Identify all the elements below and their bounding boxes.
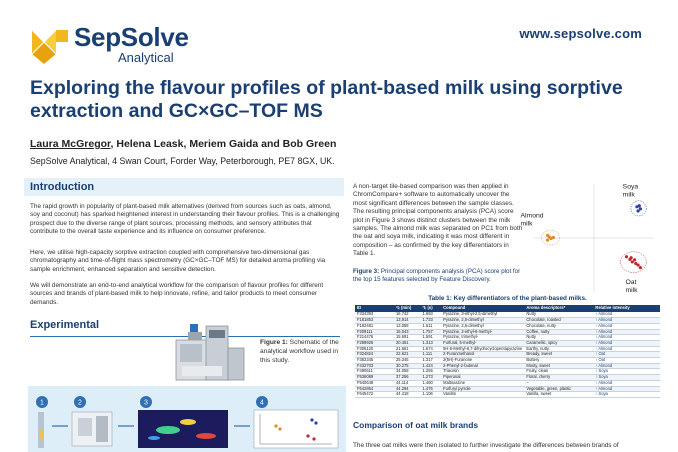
introduction-heading: Introduction: [30, 181, 95, 193]
table-cell-intensity: ↑ Almond: [593, 380, 660, 386]
author-list: [30, 138, 336, 150]
workflow-step-3-number: 3: [144, 399, 148, 407]
table-cell-id: F642864: [355, 386, 394, 392]
table-cell-1tr: 20.451: [394, 340, 420, 346]
website-url[interactable]: www.sepsolve.com: [519, 26, 642, 41]
table-cell-aroma: Caramellic, spicy: [524, 340, 593, 346]
oat-milk-point: [625, 255, 628, 258]
table-cell-2tr: 1.733: [421, 318, 442, 324]
table-cell-compound: 2(5H)-Furanone: [441, 358, 524, 364]
table-cell-id: F214476: [355, 335, 394, 341]
table-cell-2tr: 1.255: [421, 369, 442, 375]
pca-score-plot: [520, 178, 658, 296]
table-cell-intensity: ↑ Oat: [593, 352, 660, 358]
figure-1-label: Figure 1:: [260, 339, 288, 346]
key-differentiators-table: [355, 305, 660, 398]
workflow-step-2-number: 2: [78, 399, 82, 407]
col-header-2tr: ²tᵣ (s): [421, 305, 442, 312]
soya-milk-point: [636, 209, 639, 212]
gc-instrument-image: [168, 318, 248, 386]
oat-milk-point: [630, 256, 633, 259]
table-cell-compound: Furfural, 5-methyl-: [441, 340, 524, 346]
experimental-heading: Experimental: [30, 319, 100, 331]
oat-milk-point: [633, 258, 636, 261]
table-cell-compound: Pyrazine, 2,6-dimethyl: [441, 323, 524, 329]
table-cell-id: F334393: [355, 312, 394, 318]
lead-author: Laura McGregor: [30, 138, 111, 150]
oat-milk-label: Oat milk: [625, 279, 638, 295]
table-cell-1tr: 44.418: [394, 392, 420, 398]
col-header-compound: Compound: [441, 305, 524, 312]
intro-paragraph-1: The rapid growth in popularity of plant-based milk alternatives (derived from sources such as oats, almond, soy and coconut) has sparked heightened interest in understanding their flavour profiles. This is a challenging prospect due to the diverse range of plant sources, processing methods, and sensory attributes that contribute to the overall taste experience and its influence on consumer preference.: [30, 203, 340, 236]
table-cell-intensity: ↑ Almond: [593, 312, 660, 318]
table-cell-intensity: ↑ Almond: [593, 323, 660, 329]
table-cell-id: F536089: [355, 375, 394, 381]
pca-results-paragraph: A non-target tile-based comparison was then applied in ChromCompare+ software to automatically uncover the most significant differences between the sample classes. The resulting principal components analysis (PCA) score plot in Figure 3 shows distinct clusters between the milk samples. The almond milk was separated on PC1 from both the oat and soya milk, indicating it was most different in composition – as confirmed by the key differentiators in Table 1.: [353, 183, 523, 258]
table-cell-2tr: 1.106: [421, 392, 442, 398]
workflow-step-1-number: 1: [40, 399, 44, 407]
sepsolve-logo: [30, 22, 220, 70]
table-cell-id: F289926: [355, 340, 394, 346]
table-cell-compound: Pyrazine, 2-ethyl-6-methyl-: [441, 329, 524, 335]
col-header-intensity: Relative intensity: [593, 305, 660, 312]
table-cell-2tr: 1.424: [421, 363, 442, 369]
oat-comparison-paragraph: The three oat milks were then isolated to further investigate the differences between brands of: [353, 442, 619, 449]
table-cell-aroma: Musty, sweet: [524, 363, 593, 369]
table-cell-intensity: ↑ Soya: [593, 375, 660, 381]
workflow-step-4-number: 4: [260, 399, 264, 407]
brand-name: SepSolve: [74, 22, 189, 52]
table-cell-compound: 2-Phenyl-2-butenal: [441, 363, 524, 369]
table-cell-intensity: ↑ Oat: [593, 358, 660, 364]
table-cell-intensity: ↑ Almond: [593, 363, 660, 369]
figure-3-label: Figure 3:: [353, 268, 380, 275]
table-cell-2tr: 1.693: [421, 312, 442, 318]
table-cell-compound: Triacetin: [441, 369, 524, 375]
affiliation: SepSolve Analytical, 4 Swan Court, Forder Way, Peterborough, PE7 8GX, UK.: [30, 156, 335, 166]
table-cell-2tr: 1.273: [421, 375, 442, 381]
table-cell-2tr: 1.317: [421, 358, 442, 364]
table-cell-aroma: –: [524, 380, 593, 386]
table-cell-aroma: Bready, sweet: [524, 352, 593, 358]
table-cell-id: F324824: [355, 352, 394, 358]
almond-milk-point: [552, 236, 555, 239]
table-cell-intensity: ↑ Almond: [593, 340, 660, 346]
table-cell-1tr: 21.661: [394, 346, 420, 352]
oat-milk-point: [639, 266, 642, 269]
table-cell-compound: 5H-5-Methyl-6,7-dihydrocyclopentapyrazine: [443, 345, 523, 351]
table-cell-1tr: 15.691: [394, 335, 420, 341]
poster-title: Exploring the flavour profiles of plant-based milk using sorptive extraction and GC×GC–TOF MS: [30, 77, 623, 122]
table-cell-aroma: Floral, cherry: [524, 375, 593, 381]
table-cell-2tr: 1.757: [421, 329, 442, 335]
almond-milk-point: [546, 238, 549, 241]
figure-1-text: Schematic of the analytical workflow used in this study.: [260, 339, 339, 364]
table-cell-1tr: 44.294: [394, 386, 420, 392]
soya-milk-point: [635, 205, 638, 208]
intro-paragraph-3: We will demonstrate an end-to-end analytical workflow for the comparison of flavour profiles for different sources and brands of plant-based milk to help innovate, refine, and tailor products to meet consumer demands.: [30, 282, 324, 306]
table-cell-compound: Pyrazine, trimethyl-: [441, 335, 524, 341]
table-cell-compound: Pyrazine, 3-ethyl-2,5-dimethyl: [441, 312, 524, 318]
table-cell-id: F181853: [355, 318, 394, 324]
table-cell-aroma: Chocolate, roasted: [524, 318, 593, 324]
oat-comparison-heading: Comparison of oat milk brands: [353, 420, 479, 430]
table-cell-1tr: 22.621: [394, 352, 420, 358]
table-cell-aroma: Vegetable, green, plastic: [524, 386, 593, 392]
table-cell-aroma: Fruity, clean: [524, 369, 593, 375]
table-cell-compound: Pyrazine, 2,5-dimethyl: [441, 318, 524, 324]
sepsolve-logo-mark-icon: [30, 24, 70, 64]
table-cell-id: F182481: [355, 323, 394, 329]
table-cell-2tr: 1.313: [421, 340, 442, 346]
table-cell-2tr: 1.591: [421, 335, 442, 341]
workflow-schematic: [28, 386, 346, 452]
table-cell-intensity: ↑ Almond: [593, 335, 660, 341]
col-header-aroma: Aroma descriptors*: [524, 305, 593, 312]
table-cell-1tr: 13.914: [394, 318, 420, 324]
table-cell-1tr: 34.058: [394, 369, 420, 375]
table-cell-aroma: Buttery: [524, 358, 593, 364]
oat-milk-point: [636, 263, 639, 266]
table-cell-id: F645472: [355, 392, 394, 398]
col-header-id: ID: [355, 305, 394, 312]
table-cell-2tr: 1.476: [421, 386, 442, 392]
table-cell-aroma: Vanilla, sweet: [524, 392, 593, 398]
table-cell-id: F540648: [355, 380, 394, 386]
table-cell-intensity: ↑ Almond: [593, 346, 660, 352]
table-cell-compound: Maltoxazine: [441, 380, 524, 386]
table-cell-compound: Piperonal: [441, 375, 524, 381]
table-cell-2tr: 1.611: [421, 323, 442, 329]
table-cell-intensity: ↑ Almond: [593, 329, 660, 335]
co-authors: , Helena Leask, Meriem Gaida and Bob Green: [110, 138, 337, 150]
table-cell-id: F306120: [355, 346, 394, 352]
table-cell-compound: 2-Furanmethanol: [441, 352, 524, 358]
table-cell-1tr: 25.345: [394, 358, 420, 364]
table-cell-compound: Vanillin: [441, 392, 524, 398]
table-cell-1tr: 13.058: [394, 323, 420, 329]
table-cell-intensity: ↑ Soya: [593, 369, 660, 375]
figure-3-text: Principal components analysis (PCA) score plot for the top 15 features selected by Feature Discovery.: [353, 268, 521, 284]
figure-3-caption: [353, 268, 528, 285]
table-cell-compound: Furfuryl pyrrole: [441, 386, 524, 392]
table-cell-aroma: Earthy, nutty: [524, 346, 593, 352]
table-cell-id: F209111: [355, 329, 394, 335]
table-cell-intensity: ↑ Almond: [593, 386, 660, 392]
almond-milk-label: Almond milk: [520, 212, 544, 228]
table-1-caption: Table 1: Key differentiators of the plant-based milks.: [428, 295, 587, 302]
table-cell-id: F382345: [355, 358, 394, 364]
table-cell-aroma: Nutty: [524, 335, 593, 341]
table-cell-2tr: 1.674: [421, 346, 442, 352]
table-cell-1tr: 44.114: [394, 380, 420, 386]
table-cell-id: F490611: [355, 369, 394, 375]
col-header-1tr: ¹tᵣ (min): [394, 305, 420, 312]
table-cell-1tr: 37.256: [394, 375, 420, 381]
figure-1-caption: [260, 338, 344, 365]
table-cell-1tr: 16.742: [394, 312, 420, 318]
table-cell-2tr: 1.111: [421, 352, 442, 358]
table-cell-id: F432703: [355, 363, 394, 369]
table-cell-aroma: Chocolate, nutty: [524, 323, 593, 329]
table-cell-aroma: Nutty: [524, 312, 593, 318]
table-cell-2tr: 1.460: [421, 380, 442, 386]
table-row: [355, 392, 660, 398]
table-cell-aroma: Coffee, nutty: [524, 329, 593, 335]
soya-milk-label: Soya milk: [622, 183, 639, 199]
table-cell-intensity: ↑ Almond: [593, 318, 660, 324]
intro-paragraph-2: Here, we utilise high-capacity sorptive extraction coupled with comprehensive two-dimensional gas chromatography and time-of-flight mass spectrometry (GC×GC–TOF MS) for detailed aroma profiling via sample enrichment, enhanced separation and sensitive detection.: [30, 249, 326, 273]
table-cell-1tr: 30.275: [394, 363, 420, 369]
table-cell-intensity: ↑ Soya: [593, 392, 660, 398]
brand-subtitle: Analytical: [118, 50, 174, 65]
table-cell-1tr: 15.043: [394, 329, 420, 335]
